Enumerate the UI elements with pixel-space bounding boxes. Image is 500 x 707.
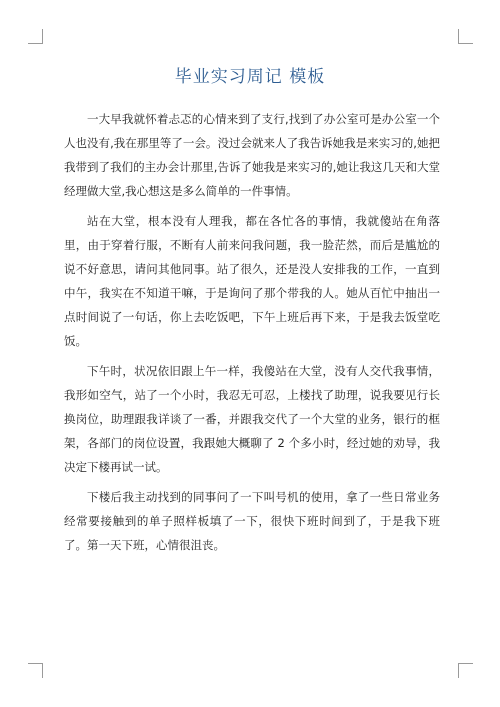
paragraph: 一大早我就怀着忐忑的心情来到了支行,找到了办公室可是办公室一个人也没有,我在那里等了一会。没过会就来人了我告诉她我是来实习的,她把我带到了我们的主办会计那里,告诉了她我是来实习的,她让我这几天和大堂经理做大堂,我心想这是多么简单的一件事情。 [64, 112, 440, 198]
crop-mark-bottom-right [458, 663, 473, 678]
crop-mark-top-right [458, 29, 473, 44]
crop-mark-bottom-left [28, 663, 43, 678]
paragraph: 站在大堂，根本没有人理我，都在各忙各的事情，我就傻站在角落里，由于穿着行服，不断有人前来问我问题，我一脸茫然，而后是尴尬的说不好意思，请问其他同事。站了很久，还是没人安排我的工作，一直到中午，我实在不知道干嘛，于是询问了那个带我的人。她从百忙中抽出一点时间说了一句话，你上去吃饭吧，下午上班后再下来，于是我去饭堂吃饭。 [64, 214, 440, 348]
document-title: 毕业实习周记 模板 [174, 67, 326, 87]
document-body [64, 107, 440, 563]
paragraph: 下午时，状况依旧跟上午一样，我傻站在大堂，没有人交代我事情，我形如空气，站了一个小时，我忍无可忍，上楼找了助理，说我要见行长换岗位，助理跟我详谈了一番，并跟我交代了一个大堂的业务，银行的框架，各部门的岗位设置，我跟她大概聊了 2 个多小时，经过她的劝导，我决定下楼再试一试。 [64, 364, 440, 474]
paragraph: 下楼后我主动找到的同事问了一下叫号机的使用，拿了一些日常业务经常要接触到的单子照样板填了一下，很快下班时间到了，于是我下班了。第一天下班，心情很沮丧。 [64, 490, 440, 552]
crop-mark-top-left [28, 29, 43, 44]
